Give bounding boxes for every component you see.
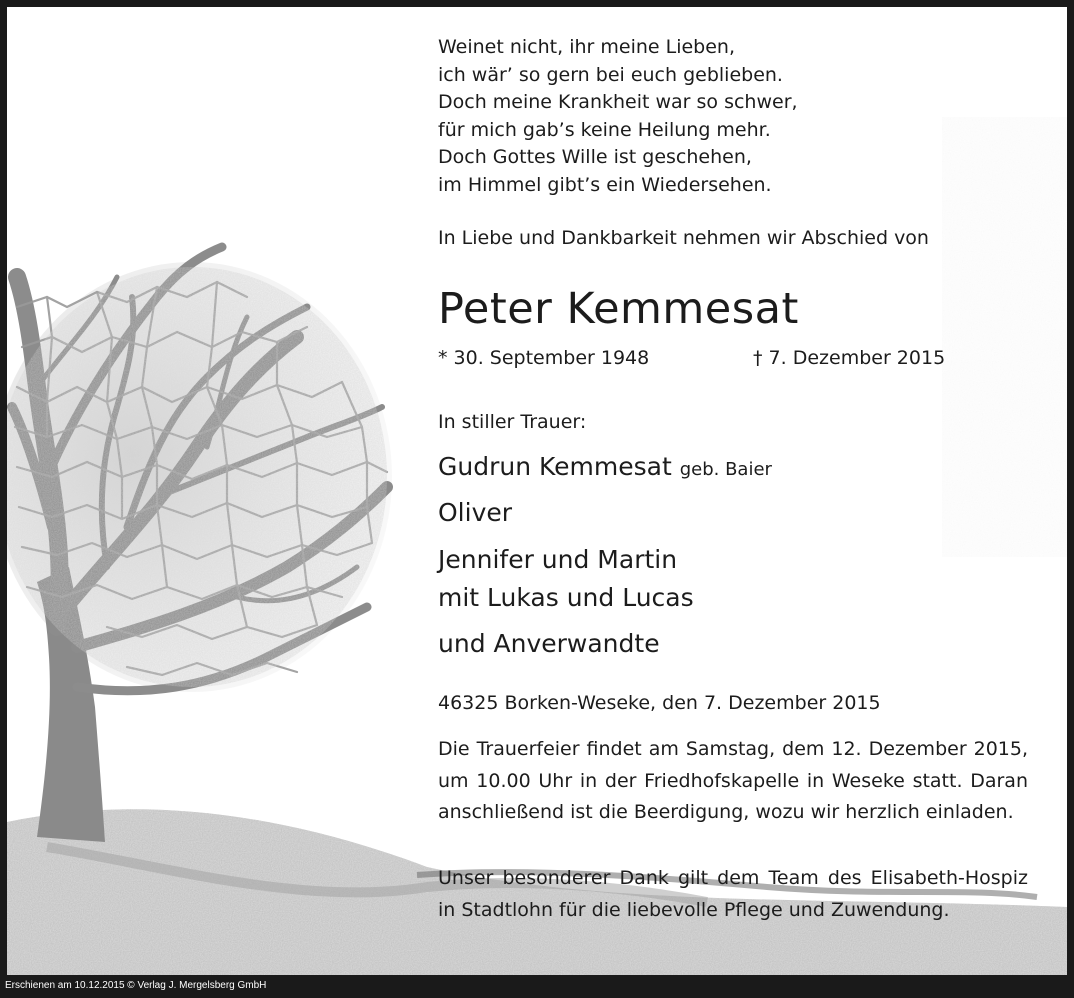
deceased-name: Peter Kemmesat [438,284,799,334]
spouse-note: geb. Baier [679,459,772,480]
mourner-relatives: und Anverwandte [438,629,660,658]
mourner-daughter: Jennifer und Martin [438,545,678,574]
birth-date: * 30. September 1948 [438,347,650,369]
obituary-notice [7,7,1067,975]
poem-line: für mich gab’s keine Heilung mehr. [438,118,771,141]
poem-line: Doch Gottes Wille ist geschehen, [438,146,752,169]
publication-footer: Erschienen am 10.12.2015 © Verlag J. Mergelsberg GmbH [5,980,267,991]
poem-line: Weinet nicht, ihr meine Lieben, [438,36,736,58]
spouse-name: Gudrun Kemmesat [438,452,672,481]
poem [438,34,798,200]
mourner-spouse [438,452,772,481]
farewell-intro: In Liebe und Dankbarkeit nehmen wir Abschied von [438,227,929,249]
mourning-label: In stiller Trauer: [438,411,587,433]
funeral-info: Die Trauerfeier findet am Samstag, dem 12. Dezember 2015, um 10.00 Uhr in der Friedhofskapelle in Weseke statt. Daran anschließend ist die Beerdigung, wozu wir herzlich einladen. [438,738,1028,823]
place-and-date: 46325 Borken-Weseke, den 7. Dezember 2015 [438,692,881,714]
poem-line: im Himmel gibt’s ein Wiedersehen. [438,173,772,196]
poem-line: Doch meine Krankheit war so schwer, [438,91,798,114]
mourner-son: Oliver [438,498,513,527]
mourner-grandchildren: mit Lukas und Lucas [438,583,694,612]
thanks-note: Unser besonderer Dank gilt dem Team des Elisabeth-Hospiz in Stadtlohn für die liebevolle Pflege und Zuwendung. [438,867,1028,921]
death-date: † 7. Dezember 2015 [753,347,946,369]
poem-line: ich wär’ so gern bei euch geblieben. [438,63,783,86]
